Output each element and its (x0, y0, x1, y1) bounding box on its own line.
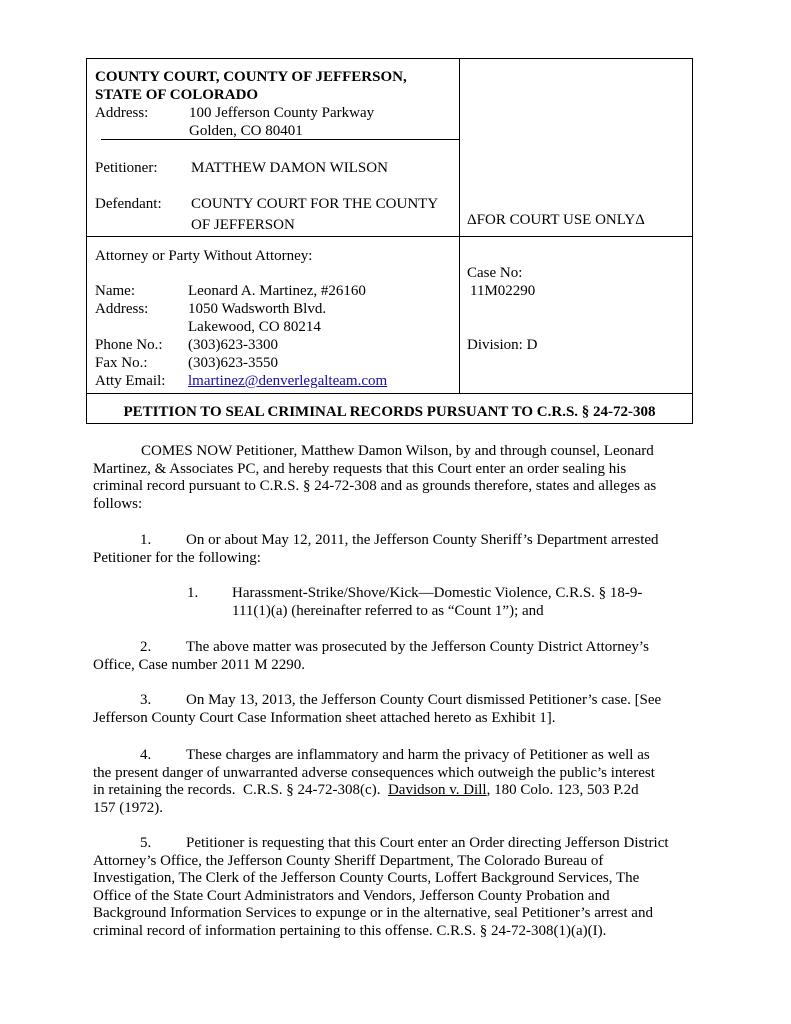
paragraph-line: On May 13, 2013, the Jefferson County Court dismissed Petitioner’s case. [See (186, 692, 662, 708)
paragraph-number: 2. (140, 639, 152, 655)
document-title: PETITION TO SEAL CRIMINAL RECORDS PURSUANT TO C.R.S. § 24-72-308 (123, 404, 656, 420)
intro-line: follows: (93, 495, 143, 512)
court-use-only: ΔFOR COURT USE ONLYΔ (467, 212, 645, 228)
paragraph-line: Petitioner for the following: (93, 549, 261, 566)
petitioner-name: MATTHEW DAMON WILSON (191, 160, 388, 176)
paragraph-line: Petitioner is requesting that this Court enter an Order directing Jefferson District (186, 835, 669, 851)
fax-number: (303)623-3550 (188, 355, 278, 371)
caption-divider-vertical (459, 59, 460, 393)
sub-item-1 (93, 585, 689, 620)
case-number: 11M02290 (470, 283, 536, 299)
attorney-address-label: Address: (95, 301, 149, 317)
paragraph-line: Investigation, The Clerk of the Jefferson County Courts, Loffert Background Services, The (93, 870, 640, 887)
paragraph-number: 4. (140, 747, 152, 763)
court-address-label: Address: (95, 105, 149, 121)
defendant-line1: COUNTY COURT FOR THE COUNTY (191, 196, 439, 212)
paragraph-line: 157 (1972). (93, 799, 163, 816)
paragraph-number: 5. (140, 835, 152, 851)
petitioner-label: Petitioner: (95, 160, 158, 176)
attorney-email-link[interactable]: lmartinez@denverlegalteam.com (188, 373, 388, 389)
attorney-name-label: Name: (95, 283, 135, 299)
case-number-label: Case No: (467, 265, 523, 281)
sub-item-line: 111(1)(a) (hereinafter referred to as “Count 1”); and (232, 602, 544, 619)
court-address-line1: 100 Jefferson County Parkway (189, 105, 375, 121)
email-label: Atty Email: (95, 373, 166, 389)
attorney-address-line1: 1050 Wadsworth Blvd. (188, 301, 327, 317)
intro-line: COMES NOW Petitioner, Matthew Damon Wilson, by and through counsel, Leonard (141, 443, 654, 459)
phone-label: Phone No.: (95, 337, 163, 353)
paragraph-4 (93, 747, 689, 817)
intro-paragraph (93, 443, 689, 513)
case-citation: Davidson v. Dill (387, 782, 487, 799)
intro-line: criminal record pursuant to C.R.S. § 24-72-308 and as grounds therefore, states and alleges as (93, 478, 657, 495)
attorney-address-line2: Lakewood, CO 80214 (188, 319, 321, 335)
paragraph-1 (93, 532, 689, 567)
paragraph-number: 3. (140, 692, 152, 708)
attorney-heading: Attorney or Party Without Attorney: (95, 248, 313, 264)
defendant-label: Defendant: (95, 196, 162, 212)
defendant-line2: OF JEFFERSON (191, 217, 295, 233)
paragraph-line: On or about May 12, 2011, the Jefferson County Sheriff’s Department arrested (186, 532, 659, 548)
court-state: STATE OF COLORADO (95, 87, 259, 103)
fax-label: Fax No.: (95, 355, 148, 371)
caption-divider-horizontal (87, 236, 692, 237)
sub-item-number: 1. (187, 585, 199, 601)
paragraph-line: These charges are inflammatory and harm the privacy of Petitioner as well as (186, 747, 650, 763)
court-address-line2: Golden, CO 80401 (189, 123, 303, 139)
paragraph-line: The above matter was prosecuted by the Jefferson County District Attorney’s (186, 639, 649, 655)
paragraph-line: Office of the State Court Administrators and Vendors, Jefferson County Probation and (93, 887, 610, 904)
paragraph-3 (93, 692, 689, 727)
paragraph-line: Attorney’s Office, the Jefferson County Sheriff Department, The Colorado Bureau of (93, 852, 604, 869)
sub-item-line: Harassment-Strike/Shove/Kick—Domestic Violence, C.R.S. § 18-9- (232, 585, 643, 601)
paragraph-line: Office, Case number 2011 M 2290. (93, 656, 306, 673)
paragraph-line: criminal record of information pertaining to this offense. C.R.S. § 24-72-308(1)(a)(I). (93, 922, 607, 939)
division: Division: D (467, 337, 538, 353)
paragraph-line: in retaining the records. C.R.S. § 24-72-308(c). Davidson v. Dill, 180 Colo. 123, 503 P.2d (93, 782, 639, 799)
paragraph-line: Jefferson County Court Case Information sheet attached hereto as Exhibit 1]. (93, 709, 556, 726)
paragraph-line: the present danger of unwarranted adverse consequences which outweigh the public’s interest (93, 764, 655, 781)
intro-line: Martinez, & Associates PC, and hereby requests that this Court enter an order sealing his (93, 460, 627, 477)
caption-title-divider (87, 393, 692, 394)
paragraph-number: 1. (140, 532, 152, 548)
phone-number: (303)623-3300 (188, 337, 278, 353)
paragraph-5 (93, 835, 689, 941)
attorney-name: Leonard A. Martinez, #26160 (188, 283, 366, 299)
court-name: COUNTY COURT, COUNTY OF JEFFERSON, (95, 69, 407, 85)
paragraph-line: Background Information Services to expunge or in the alternative, seal Petitioner’s arrest and (93, 905, 653, 922)
paragraph-2 (93, 639, 689, 674)
caption-box (86, 58, 693, 424)
